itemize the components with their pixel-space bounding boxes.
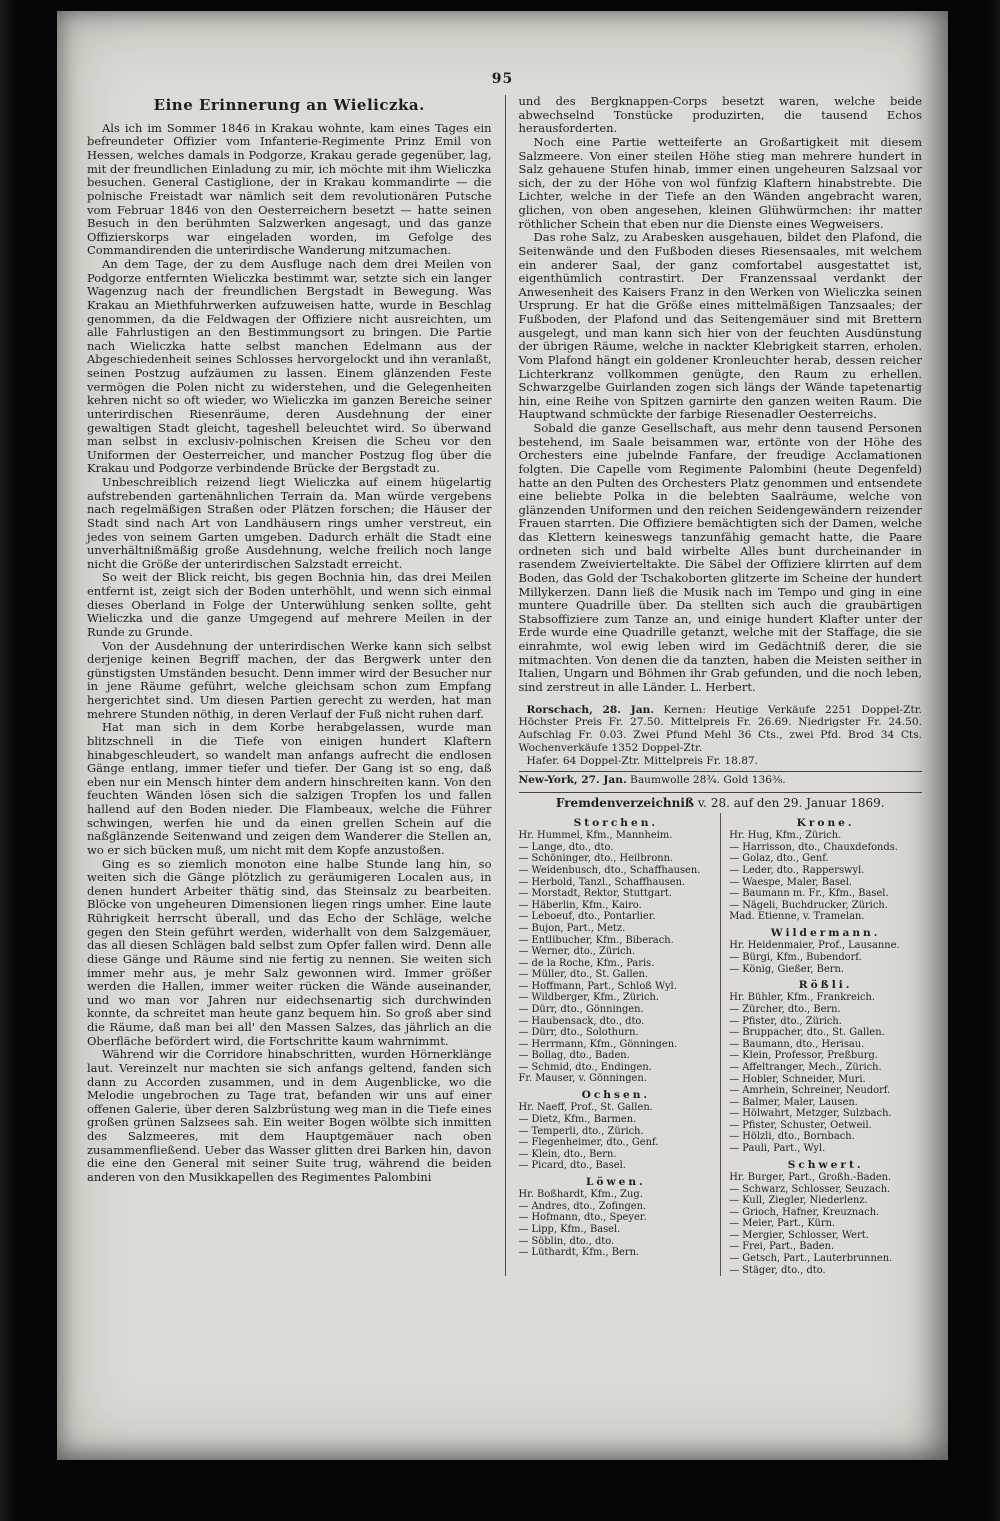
- guest-entry: — König, Gießer, Bern.: [729, 963, 845, 975]
- guest-entry: Wildermann.: [770, 926, 881, 939]
- market-line: [519, 771, 923, 787]
- guest-entry: Hr. Naeff, Prof., St. Gallen.: [518, 1102, 653, 1114]
- market-text: Hafer. 64 Doppel-Ztr. Mittelpreis Fr. 18.87.: [526, 755, 759, 768]
- left-column: [87, 95, 505, 1185]
- guest-entry: — Balmer, Maler, Lausen.: [729, 1096, 858, 1108]
- guest-entry: — Söblin, dto., dto.: [518, 1235, 615, 1247]
- newspaper-page: [57, 11, 948, 1460]
- guest-entry: Schwert.: [787, 1158, 864, 1171]
- guest-entry: — Zürcher, dto., Bern.: [729, 1004, 841, 1016]
- guest-entry: — Affeltranger, Mech., Zürich.: [729, 1061, 882, 1073]
- guest-entry: Hr. Bühler, Kfm., Frankreich.: [729, 992, 876, 1004]
- guest-entry: — Weidenbusch, dto., Schaffhausen.: [518, 865, 701, 877]
- market-line: [519, 704, 923, 755]
- guest-entry: — Bujon, Part., Metz.: [518, 922, 626, 934]
- guest-entry: — Waespe, Maler, Basel.: [729, 876, 853, 888]
- guest-entry: — Leboeuf, dto., Pontarlier.: [518, 911, 656, 923]
- guest-entry: — Lipp, Kfm., Basel.: [518, 1224, 621, 1236]
- guest-entry: — Hobler, Schneider, Muri.: [729, 1073, 866, 1085]
- guest-entry: — Meier, Part., Kürn.: [729, 1218, 836, 1230]
- guest-entry: — Harrisson, dto., Chauxdefonds.: [729, 841, 898, 853]
- guest-entry: — Hofmann, dto., Speyer.: [518, 1212, 647, 1224]
- guest-entry: — Klein, dto., Bern.: [518, 1148, 617, 1160]
- guest-entry: — Frei, Part., Baden.: [729, 1241, 835, 1253]
- guest-entry: — Hölzli, dto., Bornbach.: [729, 1131, 855, 1143]
- article-paragraph: Als ich im Sommer 1846 in Krakau wohnte, kam eines Tages ein befreundeter Offizier vom Infanterie-Regimente Prinz Emil von Hessen, welches damals in Podgorze, Krakau gerade gegenüber, lag, mit der freundlichen Einladung zu mir, ich möchte mit ihm Wieliczka besuchen. General Castiglione, der in Krakau kommandirte — die polnische Freistadt war nämlich seit dem revolutionären Putsche vom Februar 1846 von den Oesterreichern besetzt — hatte seinen Besuch in den berühmten Salzwerken angesagt, und das ganze Offizierskorps war eingeladen worden, im Gefolge des Commandirenden die unterirdische Wanderung mitzumachen.: [87, 120, 492, 258]
- guest-column-2: [720, 813, 922, 1276]
- guest-entry: — Haubensack, dto., dto.: [518, 1015, 645, 1027]
- guest-entry: — Andres, dto., Zofingen.: [518, 1200, 647, 1212]
- guest-entry: — Lüthardt, Kfm., Bern.: [518, 1247, 640, 1259]
- article-paragraph: und des Bergknappen-Corps besetzt waren, welche beide abwechselnd Tonstücke produzirten, die tausend Echos herausforderten.: [518, 94, 922, 136]
- guest-entry: Ochsen.: [581, 1089, 651, 1102]
- guest-entry: — Bürgi, Kfm., Bubendorf.: [729, 951, 862, 963]
- guest-entry: — Kull, Ziegler, Niederlenz.: [729, 1195, 868, 1207]
- article-paragraph: Noch eine Partie wetteiferte an Großartigkeit mit diesem Salzmeere. Von einer steilen Höhe stieg man mehrere hundert in Salz gehauene Stufen hinab, immer einen ungeheuren Salzsaal vor sich, der zu der Höhe von wol fünfzig Klaftern hinabstrebte. Die Lichter, welche in der Tiefe an den Wänden angebracht waren, glichen, von oben angesehen, kleinen Glühwürmchen: ihr matter röthlicher Schein that eben nur die Dienste eines Wegweisers.: [518, 134, 922, 231]
- guest-entry: — Dietz, Kfm., Barmen.: [518, 1114, 637, 1126]
- guest-column-1: [519, 813, 721, 1276]
- market-dateline: New-York, 27. Jan.: [518, 774, 627, 787]
- guest-entry: — Bruppacher, dto., St. Gallen.: [729, 1027, 885, 1039]
- article-paragraph: Während wir die Corridore hinabschritten, wurden Hörnerklänge laut. Vereinzelt nur machten sie sich anfangs geltend, fanden sich dann zu Accorden zusammen, und in dem Augenblicke, wo die Melodie ungebrochen zu Tage trat, befanden wir uns auf einer offenen Galerie, über deren Salzbrüstung weg man in die Tiefe eines großen grünen Salzsees sah. Ein weiter Bogen wölbte sich inmitten des Salzmeeres, mit dem Hauptgemäuer nach oben zusammenfließend. Ueber das Wasser glitten drei Barken hin, davon die eine den General mit seiner Suite trug, während die beiden anderen von den Musikkapellen des Regimentes Palombini: [87, 1047, 492, 1184]
- right-column: [505, 95, 923, 1276]
- guest-entry: — Morstadt, Rektor, Stuttgart.: [518, 888, 672, 900]
- market-text: Baumwolle 28¾. Gold 136⅜.: [626, 774, 786, 787]
- guest-entry: — Grioch, Hafner, Kreuznach.: [729, 1206, 880, 1218]
- article-paragraph: So weit der Blick reicht, bis gegen Bochnia hin, das drei Meilen entfernt ist, zeigt sich der Boden unterhöhlt, und wenn sich einmal dieses Oberland in Folge der Unterwühlung senken sollte, geht Wieliczka und die ganze Umgegend auf mehrere Meilen in der Runde zu Grunde.: [87, 570, 492, 639]
- guest-entry: Krone.: [796, 816, 855, 829]
- article-paragraph: Hat man sich in dem Korbe herabgelassen, wurde man blitzschnell in die Tiefe von einigen hundert Klaftern hinabgeschleudert, so wandelt man anfangs aufrecht die endlosen Gänge entlang, immer tiefer und tiefer. Der Gang ist so eng, daß eben nur ein Mensch hinter dem andern hinschreiten kann. Von den feuchten Wänden lösen sich die salzigen Tropfen los und fallen hallend auf den Boden nieder. Die Flambeaux, welche die Führer schwingen, werfen hie und da einen grellen Schein auf die naßglänzende Seitenwand und zeigen dem Wanderer die Stellen an, wo er sich bücken muß, um nicht mit dem Kopfe anzustoßen.: [87, 720, 492, 857]
- guest-entry: — de la Roche, Kfm., Paris.: [518, 957, 655, 969]
- guest-entry: Hr. Hummel, Kfm., Mannheim.: [518, 830, 673, 842]
- guest-entry: — Stäger, dto., dto.: [729, 1264, 826, 1276]
- guest-entry: — Wildberger, Kfm., Zürich.: [518, 992, 660, 1004]
- guest-entry: — Pfister, dto., Zürich.: [729, 1015, 842, 1027]
- guest-entry: — Baumann, dto., Herisau.: [729, 1038, 865, 1050]
- left-paragraphs: [87, 122, 492, 1185]
- guest-entry: — Leder, dto., Rapperswyl.: [729, 865, 865, 877]
- guest-entry: — Herbold, Tanzl., Schaffhausen.: [518, 876, 686, 888]
- market-dateline: Rorschach, 28. Jan.: [526, 703, 655, 716]
- market-line: [519, 755, 923, 768]
- guest-entry: — Hoffmann, Part., Schloß Wyl.: [518, 980, 677, 992]
- guest-entry: — Picard, dto., Basel.: [518, 1160, 626, 1172]
- guest-entry: Storchen.: [573, 816, 659, 829]
- guest-entry: — Herrmann, Kfm., Gönningen.: [518, 1038, 678, 1050]
- guest-entry: — Dürr, dto., Solothurn.: [518, 1027, 639, 1039]
- guest-entry: — Bollag, dto., Baden.: [518, 1050, 630, 1062]
- guest-entry: — Nägeli, Buchdrucker, Zürich.: [729, 899, 888, 911]
- guest-entry: — Pfister, Schuster, Oetweil.: [729, 1119, 872, 1131]
- guest-entry: — Entlibucher, Kfm., Biberach.: [518, 934, 674, 946]
- article-paragraph: Unbeschreiblich reizend liegt Wieliczka auf einem hügelartig aufstrebenden gartenähnlichen Terrain da. Man würde vergebens nach regelmäßigen Straßen oder Plätzen forschen; die Häuser der Stadt sind nach Art von Landhäusern rings umher verstreut, ein jedes von seinem Garten umgeben. Dadurch erhält die Stadt eine unverhältnißmäßig große Ausdehnung, welche freilich noch lange nicht die Größe der unterirdischen Salzstadt erreicht.: [87, 475, 492, 571]
- article-paragraph: Ging es so ziemlich monoton eine halbe Stunde lang hin, so weiten sich die Gänge plötzlich zu geräumigeren Localen aus, in denen hundert Arbeiter thätig sind, das Steinsalz zu bearbeiten. Blöcke von ungeheuren Dimensionen liegen rings umher. Eine laute Rührigkeit herrscht überall, und das Echo der Schläge, welche gegen den Stein geführt werden, widerhallt von dem Salzgemäuer, das all diesen Schlägen bald selbst zum Opfer fallen wird. Denn alle diese Gänge und Räume sind nie fertig zu nennen. Sie weiten sich immer mehr aus, je mehr Salz gewonnen wird. Immer größer werden die Hallen, immer weiter rücken die Wände auseinander, und wo man vor Jahren nur eidechsenartig sich durchwinden konnte, da schreitet man heute ganz bequem hin. So groß aber sind die Räume, daß man bei all' den Massen Salzes, das jährlich an die Oberfläche befördert wird, die Fortschritte kaum wahrnimmt.: [87, 856, 492, 1048]
- guest-entry: — Häberlin, Kfm., Kairo.: [518, 899, 642, 911]
- guest-entry: — Schmid, dto., Endingen.: [518, 1061, 652, 1073]
- guest-entry: — Dürr, dto., Gönningen.: [518, 1004, 644, 1015]
- guest-list-title: Fremdenverzeichniß: [555, 795, 695, 810]
- guest-entry: — Schöninger, dto., Heilbronn.: [518, 853, 674, 865]
- market-report: [519, 704, 923, 787]
- page-number: 95: [491, 71, 514, 87]
- guest-entry: — Werner, dto., Zürich.: [518, 946, 636, 958]
- guest-entry: — Pauli, Part., Wyl.: [729, 1142, 826, 1154]
- guest-list-date: v. 28. auf den 29. Januar 1869.: [694, 795, 885, 810]
- guest-entry: — Klein, Professor, Preßburg.: [729, 1050, 878, 1062]
- article-paragraph: Das rohe Salz, zu Arabesken ausgehauen, bildet den Plafond, die Seitenwände und den Fußboden dieses Riesensaales, mit welchem ein anderer Saal, der ganz comfortabel ausgestattet ist, eigenthümlich contrastirt. Der Franzenssaal verdankt der Anwesenheit des Kaisers Franz in den Werken von Wieliczka seinen Ursprung. Er hat die Größe eines mittelmäßigen Tanzsaales; der Fußboden, der Plafond und das Seitengemäuer sind mit Brettern ausgelegt, und man kann sich hier von der feuchten Ausdünstung der übrigen Räume, welche in nackter Klebrigkeit starren, erholen. Vom Plafond hängt ein goldener Kronleuchter herab, dessen reicher Lichterkranz vollkommen genügte, den Raum zu erhellen. Schwarzgelbe Guirlanden zogen sich längs der Wände tapetenartig hin, eine Reihe von Spitzen garnirte den ganzen weiten Raum. Die Hauptwand schmückte der farbige Riesenadler Oesterreichs.: [518, 230, 922, 422]
- guest-list-header: [519, 792, 923, 810]
- guest-entry: Hr. Boßhardt, Kfm., Zug.: [518, 1189, 643, 1201]
- guest-entry: Hr. Heidenmaier, Prof., Lausanne.: [729, 940, 900, 952]
- guest-entry: Fr. Mauser, v. Gönningen.: [518, 1073, 647, 1085]
- article-paragraph: Sobald die ganze Gesellschaft, aus mehr denn tausend Personen bestehend, im Saale beisammen war, ertönte von der Höhe des Orchesters eine jubelnde Fanfare, der freudige Acclamationen folgten. Die Capelle vom Regimente Palombini (heute Degenfeld) hatte an den Pulten des Orchesters Platz genommen und entsendete eine beliebte Polka in die belebten Saalräume, welche von glänzenden Uniformen und den reichen Seidengewändern reizender Frauen starrten. Die Offiziere bemächtigten sich der Damen, welche das Klettern keineswegs tanzunfähig gemacht hatte, die Paare ordneten sich und bald wirbelte Alles bunt durcheinander in rasendem Zweivierteltakte. Die Säbel der Offiziere klirrten auf dem Boden, das Gold der Tschakoborten glitzerte im Scheine der hundert Millykerzen. Dann ließ die Musik nach im Tempo und ging in eine muntere Quadrille über. Da stellten sich auch die graubärtigen Stabsoffiziere zum Tanze an, und einige hundert Klafter unter der Erde wurde eine Quadrille getanzt, welche mit der Staffage, die sie einrahmte, wol ewig leben wird im Gedächtniß derer, die sie mitmachten. Von denen die da tanzten, haben die Meisten seither in Italien, Ungarn und Böhmen ihr Grab gefunden, und die noch leben, sind zerstreut in alle Länder. L. Herbert.: [518, 421, 922, 694]
- right-paragraphs: [519, 95, 923, 695]
- article-paragraph: An dem Tage, der zu dem Ausfluge nach dem drei Meilen von Podgorze entfernten Wieliczka bestimmt war, setzte sich ein langer Wagenzug nach der freundlichen Bergstadt in Bewegung. Was Krakau an Miethfuhrwerken aufzuweisen hatte, wurde in Beschlag genommen, da die Feldwagen der Offiziere nicht ausreichten, um alle Fahrlustigen an den Bestimmungsort zu bringen. Die Partie nach Wieliczka hatte selbst manchen Edelmann aus der Abgeschiedenheit seines Schlosses hervorgelockt und ihn veranlaßt, seinen Postzug aufzäumen zu lassen. Einem glänzenden Feste vermögen die Polen nicht zu widerstehen, und die Gelegenheiten kehren nicht so oft wieder, wo Wieliczka im ganzen Bereiche seiner unterirdischen Riesenräume, deren Ausdehnung der einer gewaltigen Stadt gleicht, tageshell beleuchtet wird. So überwand man selbst in exclusiv-polnischen Kreisen die Scheu vor den Uniformen der Oesterreicher, und mancher Postzug flog über die Krakau und Podgorze verbindende Brücke der Bergstadt zu.: [87, 257, 492, 476]
- guest-list: [519, 813, 923, 1276]
- market-text: Kernen: Heutige Verkäufe 2251 Doppel-Ztr. Höchster Preis Fr. 27.50. Mittelpreis Fr. 26.69. Niedrigster Fr. 24.50. Aufschlag Fr. 0.03. Zwei Pfund Mehl 36 Cts., zwei Pfd. Brod 34 Cts. Wochenverkäufe 1352 Doppel-Ztr.: [518, 703, 922, 754]
- guest-entry: — Flegenheimer, dto., Genf.: [518, 1137, 659, 1149]
- article-paragraph: Von der Ausdehnung der unterirdischen Werke kann sich selbst derjenige keinen Begriff machen, der das Bergwerk unter den günstigsten Umständen besucht. Denn immer wird der Besucher nur in jene Räume geführt, welche gleichsam schon zum Empfang hergerichtet sind. Um diesen Partien gerecht zu werden, hat man mehrere Stunden nöthig, in deren Verlauf der Fuß nicht ruhen darf.: [87, 638, 492, 721]
- guest-entry: Löwen.: [585, 1175, 646, 1188]
- guest-entry: Hr. Hug, Kfm., Zürich.: [729, 830, 842, 842]
- guest-entry: — Mergier, Schlosser, Wert.: [729, 1229, 869, 1241]
- guest-entry: — Baumann m. Fr., Kfm., Basel.: [729, 888, 889, 900]
- guest-entry: — Temperli, dto., Zürich.: [518, 1125, 644, 1137]
- guest-entry: — Amrhein, Schreiner, Neudorf.: [729, 1085, 891, 1097]
- guest-entry: — Müller, dto., St. Gallen.: [518, 969, 648, 981]
- guest-entry: — Schwarz, Schlosser, Seuzach.: [729, 1183, 891, 1195]
- page-columns: [57, 87, 948, 1276]
- guest-entry: Hr. Burger, Part., Großh.-Baden.: [729, 1171, 892, 1183]
- guest-entry: Rößli.: [798, 979, 853, 992]
- guest-entry: — Lange, dto., dto.: [518, 841, 614, 853]
- guest-entry: — Getsch, Part., Lauterbrunnen.: [729, 1253, 893, 1264]
- article-title: Eine Erinnerung an Wieliczka.: [153, 96, 425, 114]
- guest-entry: — Hölwahrt, Metzger, Sulzbach.: [729, 1108, 892, 1120]
- guest-entry: — Golaz, dto., Genf.: [729, 853, 829, 865]
- guest-entry: Mad. Etienne, v. Tramelan.: [729, 911, 865, 923]
